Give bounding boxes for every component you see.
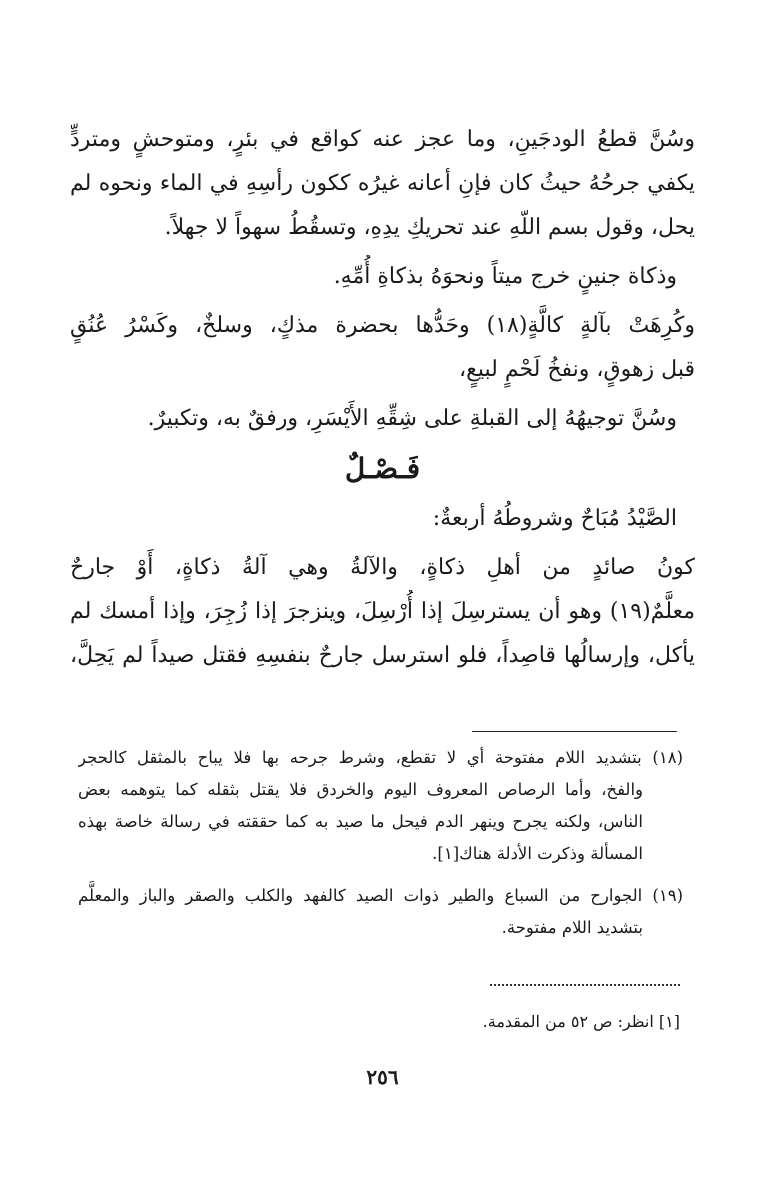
dotted-separator (490, 984, 680, 986)
footnote-line: بتشديد اللام مفتوحة. (501, 918, 643, 937)
text-line: يحل، وقول بسم اللّهِ عند تحريكِ يدِهِ، وتسقُطُ سهواً لا جهلاً. (164, 215, 695, 240)
main-text (70, 118, 695, 678)
footnote-line: الناس، ولكنه يجرح وينهر الدم فيحل ما صيد به كما حققته في رسالة خاصة بهذه (78, 812, 643, 831)
text-line: يأكل، وإرسالُها قاصِداً، فلو استرسل جارحٌ بنفسِهِ فقتل صيداً لم يَحِلَّ، (70, 643, 695, 668)
footnote-line: والفخ، وأما الرصاص المعروف اليوم والخردق فلا يقتل بثقله كما يتوهمه بعض (78, 780, 643, 799)
footnote-18 (78, 742, 683, 870)
section-heading: فَـصْـلٌ (344, 452, 421, 485)
editor-note: [١] انظر: ص ٥٢ من المقدمة. (482, 1012, 680, 1031)
footnote-line: (١٩) الجوارح من السباع والطير ذوات الصيد كالفهد والكلب والصقر والباز والمعلَّم (78, 886, 683, 905)
footnote-line: المسألة وذكرت الأدلة هناك[١]. (432, 844, 643, 863)
page-number: ٢٥٦ (366, 1065, 399, 1089)
footnotes (78, 742, 683, 944)
text-line: وسُنَّ قطعُ الودجَينِ، وما عجز عنه كواقع في بئرٍ، ومتوحشٍ ومتردٍّ (70, 127, 695, 152)
footnote-line: (١٨) بتشديد اللام مفتوحة أي لا تقطع، وشرط جرحه بها فلا يباح بالمثقل كالحجر (78, 748, 683, 767)
text-line: يكفي جرحُهُ حيثُ كان فإنِ أعانه غيرُه ككون رأسِهِ في الماء ونحوه لم (70, 171, 695, 196)
text-line: وذكاة جنينٍ خرج ميتاً ونحوَهُ بذكاةِ أُمِّهِ. (333, 264, 677, 289)
text-line: كونُ صائدٍ من أهلِ ذكاةٍ، والآلةُ وهي آلةُ ذكاةٍ، أَوْ جارحٌ (70, 555, 695, 580)
text-line: وكُرِهَتْ بآلةٍ كالَّةٍ(١٨) وحَدُّها بحضرة مذكٍ، وسلخٌ، وكَسْرُ عُنُقٍ (70, 313, 695, 338)
text-line: معلَّمٌ(١٩) وهو أن يسترسِلَ إذا أُرْسِلَ، وينزجرَ إذا زُجِرَ، وإذا أمسك لم (70, 599, 695, 624)
text-line: قبل زهوقٍ، ونفخُ لَحْمٍ لبيعٍ، (459, 357, 695, 382)
text-line: وسُنَّ توجيهُهُ إلى القبلةِ على شِقِّهِ الأَيْسَرِ، ورفقٌ به، وتكبيرٌ. (147, 406, 677, 431)
footnote-separator (472, 731, 677, 732)
footnote-19 (78, 880, 683, 944)
text-line: الصَّيْدُ مُبَاحٌ وشروطُهُ أربعةٌ: (432, 506, 677, 531)
